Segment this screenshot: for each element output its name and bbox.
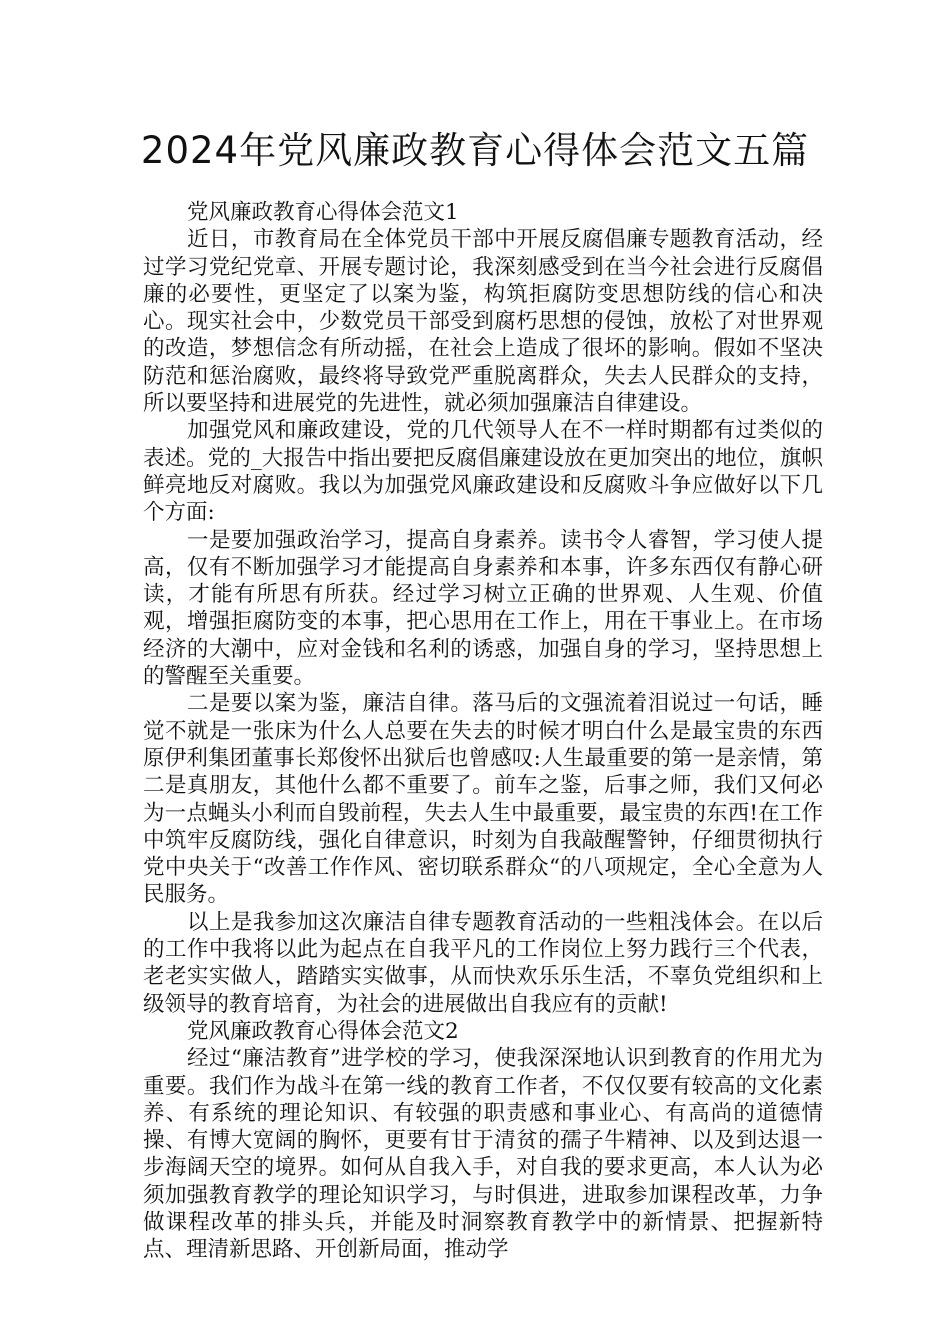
section-heading-2: 党风廉政教育心得体会范文2 [187, 1018, 459, 1044]
paragraph: 一是要加强政治学习，提高自身素养。读书令人睿智，学习使人提高，仅有不断加强学习才能提高自身素养和本事，许多东西仅有静心研读，才能有所思有所获。经过学习树立正确的世界观、人生观、价值观，增强拒腐防变的本事，把心思用在工作上，用在干事业上。在市场经济的大潮中，应对金钱和名利的诱惑，加强自身的学习，坚持思想上的警醒至关重要。 [143, 527, 823, 690]
paragraph: 经过“廉洁教育”进学校的学习，使我深深地认识到教育的作用尤为重要。我们作为战斗在第一线的教育工作者，不仅仅要有较高的文化素养、有系统的理论知识、有较强的职责感和事业心、有高尚的道德情操、有博大宽阔的胸怀，更要有甘于清贫的孺子牛精神、以及到达退一步海阔天空的境界。如何从自我入手，对自我的要求更高，本人认为必须加强教育教学的理论知识学习，与时俱进，进取参加课程改革，力争做课程改革的排头兵，并能及时洞察教育教学中的新情景、把握新特点、理清新思路、开创新局面，推动学 [143, 1046, 823, 1263]
section-heading-1: 党风廉政教育心得体会范文1 [187, 200, 459, 225]
paragraph: 近日，市教育局在全体党员干部中开展反腐倡廉专题教育活动，经过学习党纪党章、开展专题讨论，我深刻感受到在当今社会进行反腐倡廉的必要性，更坚定了以案为鉴，构筑拒腐防变思想防线的信心和决心。现实社会中，少数党员干部受到腐朽思想的侵蚀，放松了对世界观的改造，梦想信念有所动摇，在社会上造成了很坏的影响。假如不坚决防范和惩治腐败，最终将导致党严重脱离群众，失去人民群众的支持，所以要坚持和进展党的先进性，就必须加强廉洁自律建设。 [143, 227, 823, 417]
document-body [143, 199, 823, 1264]
document-title: 2024年党风廉政教育心得体会范文五篇 [140, 129, 810, 172]
paragraph: 加强党风和廉政建设，党的几代领导人在不一样时期都有过类似的表述。党的_大报告中指出要把反腐倡廉建设放在更加突出的地位，旗帜鲜亮地反对腐败。我以为加强党风廉政建设和反腐败斗争应做好以下几个方面: [143, 418, 823, 526]
paragraph: 二是要以案为鉴，廉洁自律。落马后的文强流着泪说过一句话，睡觉不就是一张床为什么人总要在失去的时候才明白什么是最宝贵的东西原伊利集团董事长郑俊怀出狱后也曾感叹:人生最重要的第一是亲情，第二是真朋友，其他什么都不重要了。前车之鉴，后事之师，我们又何必为一点蝇头小利而自毁前程，失去人生中最重要，最宝贵的东西!在工作中筑牢反腐防线，强化自律意识，时刻为自我敲醒警钟，仔细贯彻执行党中央关于“改善工作作风、密切联系群众“的八项规定，全心全意为人民服务。 [143, 691, 823, 908]
paragraph: 以上是我参加这次廉洁自律专题教育活动的一些粗浅体会。在以后的工作中我将以此为起点在自我平凡的工作岗位上努力践行三个代表，老老实实做人，踏踏实实做事，从而快欢乐乐生活，不辜负党组织和上级领导的教育培育，为社会的进展做出自我应有的贡献! [143, 909, 823, 1017]
